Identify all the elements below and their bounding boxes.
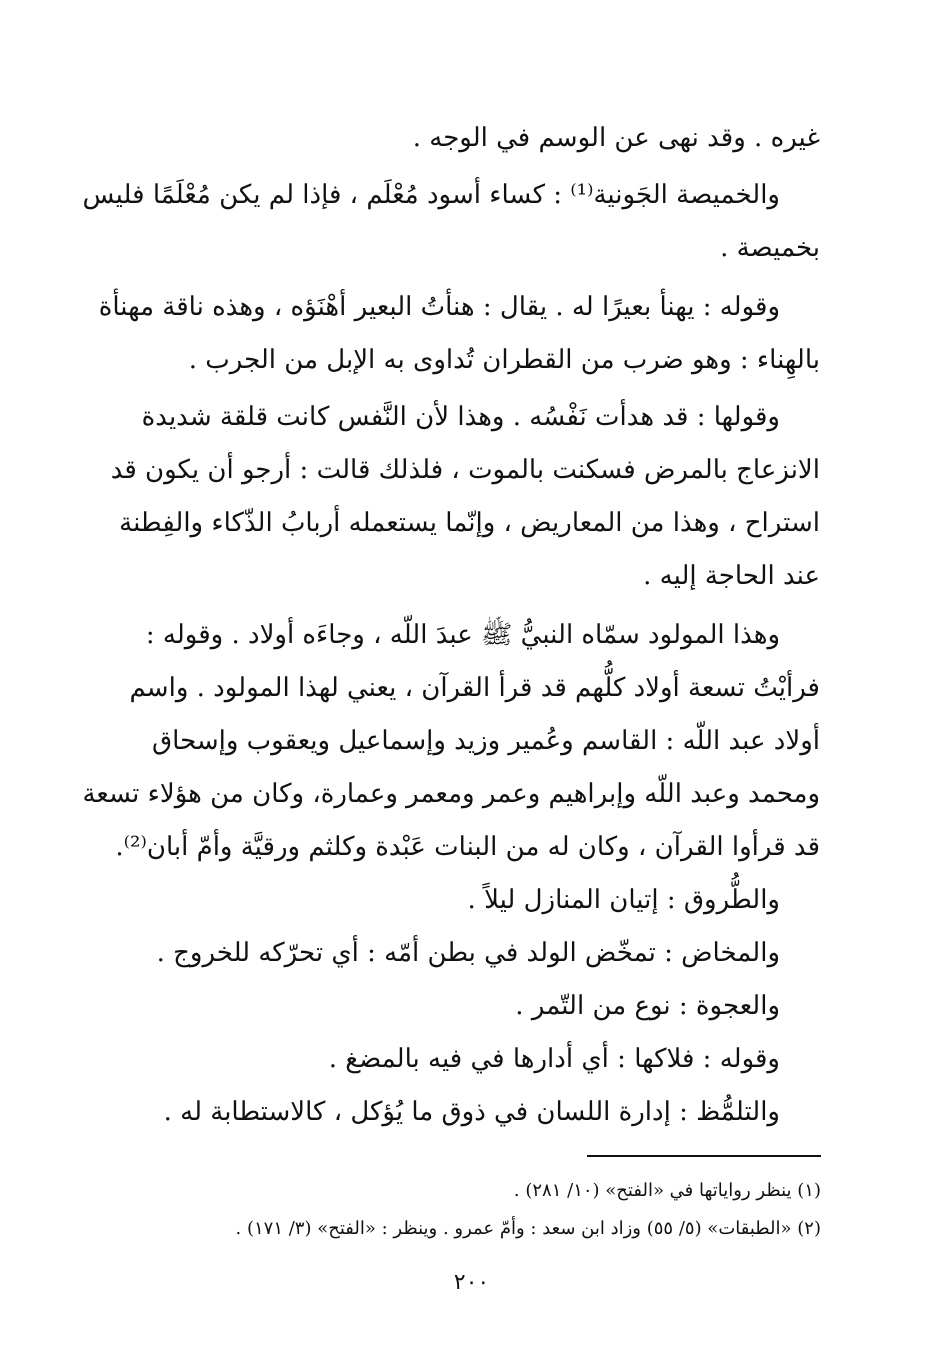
text-line: وقوله : يهنأ بعيرًا له . يقال : هنأتُ البعير أهْنَؤه ، وهذه ناقة مهنأة: [98, 292, 780, 322]
text-line: غيره . وقد نهى عن الوسم في الوجه .: [412, 123, 820, 153]
text-line: أولاد عبد اللّه : القاسم وعُمير وزيد وإسماعيل ويعقوب وإسحاق: [151, 726, 820, 756]
text-line: استراح ، وهذا من المعاريض ، وإنّما يستعمله أربابُ الذّكاء والفِطنة: [119, 508, 820, 538]
text-line: فرأيْتُ تسعة أولاد كلُّهم قد قرأ القرآن ، يعني لهذا المولود . واسم: [129, 673, 820, 703]
text-line: الانزعاج بالمرض فسكنت بالموت ، فلذلك قالت : أرجو أن يكون قد: [110, 455, 820, 485]
text-line: والعجوة : نوع من التّمر .: [515, 991, 780, 1021]
text-line: عند الحاجة إليه .: [643, 561, 820, 591]
paragraph-6: [78, 874, 820, 927]
text-line: بخميصة .: [720, 233, 820, 263]
page-number: ٢٠٠: [453, 1270, 490, 1295]
paragraph-4: [78, 391, 820, 603]
text-line: قد قرأوا القرآن ، وكان له من البنات عَبْدة وكلثم ورقيَّة وأمّ أبان⁽²⁾.: [115, 832, 820, 862]
footnote-1: (١) ينظر رواياتها في «الفتح» (١٠/ ٢٨١) .: [513, 1180, 821, 1201]
main-text: [78, 112, 820, 1139]
footnote-2: (٢) «الطبقات» (٥/ ٥٥) وزاد ابن سعد : وأمّ عمرو . وينظر : «الفتح» (٣/ ١٧١) .: [235, 1218, 821, 1239]
text-line: والتلمُّظ : إدارة اللسان في ذوق ما يُؤكل ، كالاستطابة له .: [163, 1097, 780, 1127]
footnote-divider: [587, 1155, 821, 1157]
paragraph-9: [78, 1033, 820, 1086]
text-line: والخميصة الجَونية⁽¹⁾ : كساء أسود مُعْلَم ، فإذا لم يكن مُعْلَمًا فليس: [82, 180, 780, 210]
paragraph-10: [78, 1086, 820, 1139]
text-line: وهذا المولود سمّاه النبيُّ ﷺ عبدَ اللّه ، وجاءَه أولاد . وقوله :: [145, 620, 780, 650]
text-line: ومحمد وعبد اللّه وإبراهيم وعمر ومعمر وعمارة، وكان من هؤلاء تسعة: [82, 779, 820, 809]
paragraph-8: [78, 980, 820, 1033]
text-line: بالهِناء : وهو ضرب من القطران تُداوى به الإبل من الجرب .: [188, 345, 820, 375]
text-line: وقوله : فلاكها : أي أدارها في فيه بالمضغ .: [328, 1044, 780, 1074]
paragraph-7: [78, 927, 820, 980]
paragraph-3: [78, 281, 820, 387]
footnotes: [101, 1172, 821, 1248]
paragraph-2: [78, 169, 820, 275]
text-line: وقولها : قد هدأت نَفْسُه . وهذا لأن النَّفس كانت قلقة شديدة: [141, 402, 780, 432]
paragraph-1: [78, 112, 820, 165]
text-line: والطُّروق : إتيان المنازل ليلاً .: [467, 885, 780, 915]
text-line: والمخاض : تمخّض الولد في بطن أمّه : أي تحرّكه للخروج .: [156, 938, 780, 968]
paragraph-5: [78, 609, 820, 874]
